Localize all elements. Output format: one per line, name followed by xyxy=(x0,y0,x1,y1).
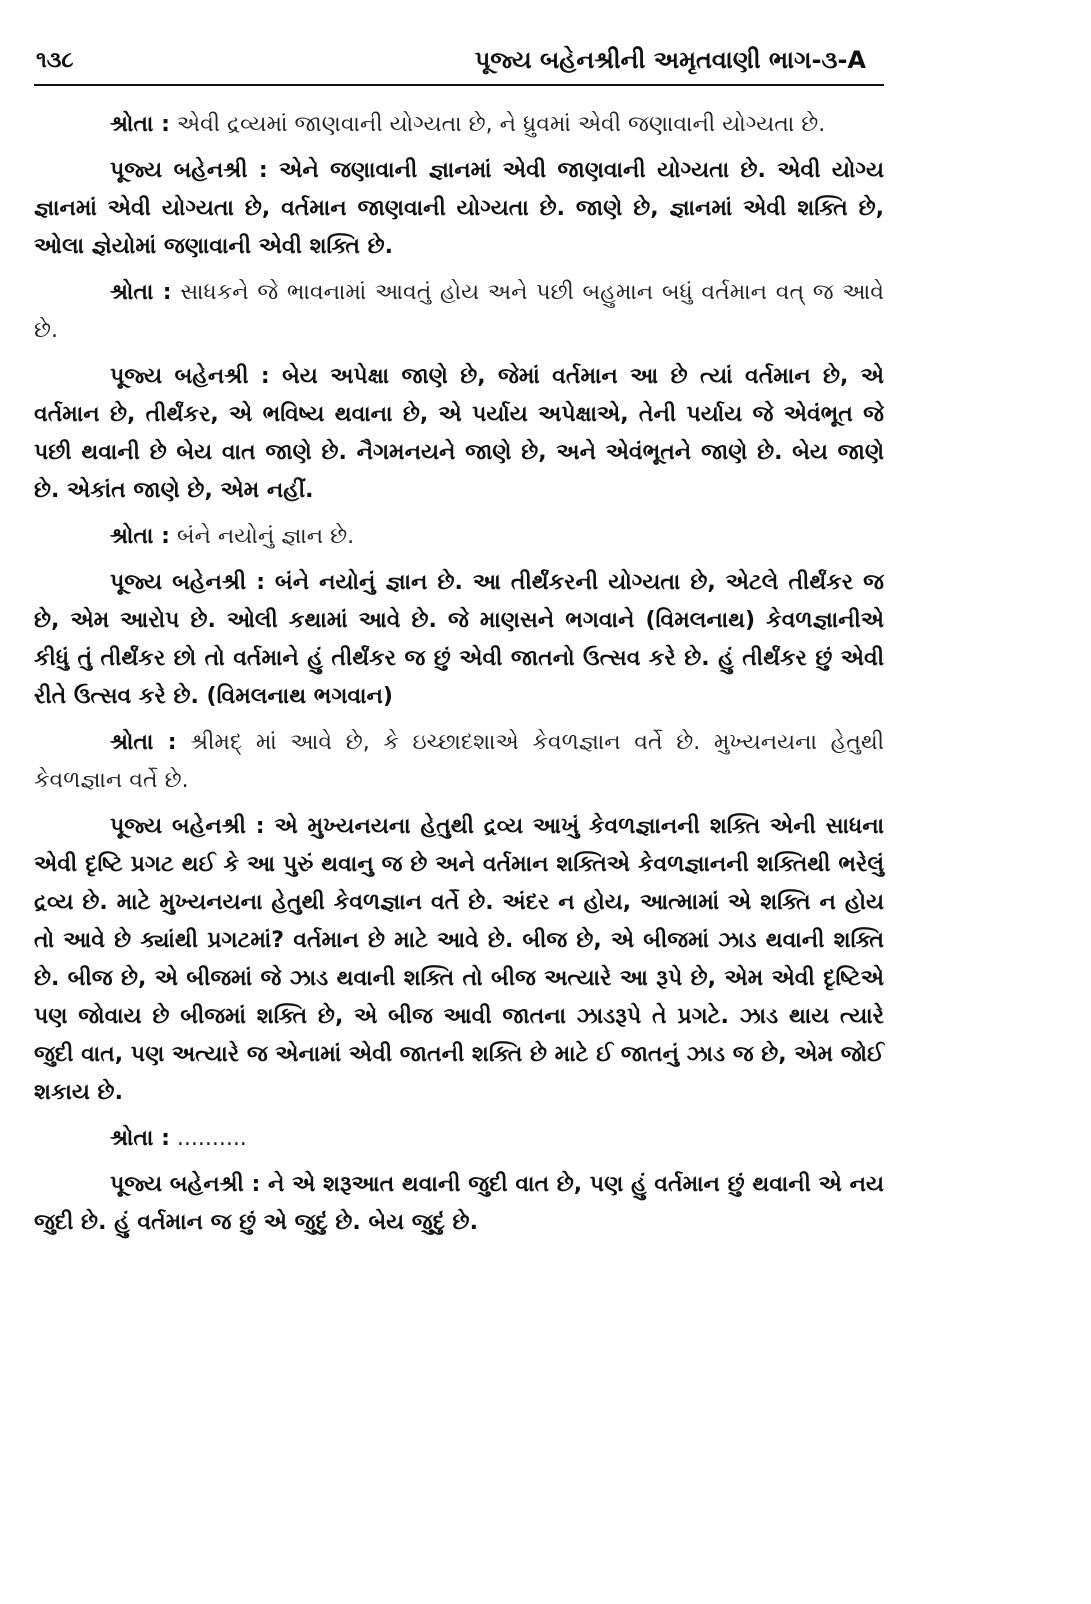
speaker-label: શ્રોતા : xyxy=(110,1126,170,1151)
speaker-label: પૂજ્ય બહેનશ્રી : xyxy=(110,158,268,183)
paragraph-text: બેય અપેક્ષા જાણે છે, જેમાં વર્તમાન આ છે ત્યાં વર્તમાન છે, એ વર્તમાન છે, તીર્થંકર, એ ભવિષ્ય થવાના છે, એ પર્યાય અપેક્ષાએ, તેની પર્યાય જે એવંભૂત જે પછી થવાની છે બેય વાત જાણે છે. નૈગમનયને જાણે છે, અને એવંભૂતને જાણે છે. બેય જાણે છે. એકાંત જાણે છે, એમ નહીં. xyxy=(34,364,884,503)
speaker-label: પૂજ્ય બહેનશ્રી : xyxy=(110,570,265,595)
paragraph-text: એને જણાવાની જ્ઞાનમાં એવી જાણવાની યોગ્યતા છે. એવી યોગ્ય જ્ઞાનમાં એવી યોગ્યતા છે, વર્તમાન જાણવાની યોગ્યતા છે. જાણે છે, જ્ઞાનમાં એવી શક્તિ છે, ઓલા જ્ઞેયોમાં જણાવાની એવી શક્તિ છે. xyxy=(34,158,884,259)
page-content xyxy=(34,106,884,1250)
speaker-label: શ્રોતા : xyxy=(110,524,170,549)
paragraph-listener xyxy=(34,1120,884,1158)
paragraph-text: ને એ શરૂઆત થવાની જુદી વાત છે, પણ હું વર્તમાન છું થવાની એ નય જુદી છે. હું વર્તમાન જ છું એ જુદું છે. બેય જુદું છે. xyxy=(34,1172,884,1235)
speaker-label: પૂજ્ય બહેનશ્રી : xyxy=(110,364,270,389)
paragraph-answer xyxy=(34,358,884,510)
page-header xyxy=(34,44,884,86)
speaker-label: શ્રોતા : xyxy=(110,280,172,305)
paragraph-listener xyxy=(34,724,884,800)
paragraph-listener xyxy=(34,106,884,144)
paragraph-text: બંને નયોનું જ્ઞાન છે. xyxy=(169,524,355,549)
paragraph-text: શ્રીમદ્ માં આવે છે, કે ઇચ્છાદશાએ કેવળજ્ઞાન વર્તે છે. મુખ્યનયના હેતુથી કેવળજ્ઞાન વર્તે છે. xyxy=(34,730,884,793)
paragraph-text: .......... xyxy=(169,1126,247,1151)
paragraph-answer xyxy=(34,564,884,716)
page-number: ૧૩૮ xyxy=(36,48,74,73)
paragraph-text: સાધકને જે ભાવનામાં આવતું હોય અને પછી બહુમાન બધું વર્તમાન વત્ જ આવે છે. xyxy=(34,280,884,343)
paragraph-answer xyxy=(34,1166,884,1242)
paragraph-text: બંને નયોનું જ્ઞાન છે. આ તીર્થંકરની યોગ્યતા છે, એટલે તીર્થંકર જ છે, એમ આરોપ છે. ઓલી કથામાં આવે છે. જે માણસને ભગવાને (વિમલનાથ) કેવળજ્ઞાનીએ કીધું તું તીર્થંકર છો તો વર્તમાને હું તીર્થંકર જ છું એવી જાતનો ઉત્સવ કરે છે. હું તીર્થંકર છું એવી રીતે ઉત્સવ કરે છે. (વિમલનાથ ભગવાન) xyxy=(34,570,884,709)
paragraph-listener xyxy=(34,518,884,556)
speaker-label: પૂજ્ય બહેનશ્રી : xyxy=(110,814,265,839)
speaker-label: શ્રોતા : xyxy=(110,730,177,755)
paragraph-answer xyxy=(34,152,884,266)
speaker-label: શ્રોતા : xyxy=(110,112,170,137)
book-title: પૂજ્ય બહેનશ્રીની અમૃતવાણી ભાગ-૩-A xyxy=(474,46,866,74)
paragraph-answer xyxy=(34,808,884,1112)
paragraph-text: એવી દ્રવ્યમાં જાણવાની યોગ્યતા છે, ને ધ્રુવમાં એવી જણાવાની યોગ્યતા છે. xyxy=(169,112,826,137)
paragraph-listener xyxy=(34,274,884,350)
paragraph-text: એ મુખ્યનયના હેતુથી દ્રવ્ય આખું કેવળજ્ઞાનની શક્તિ એની સાધના એવી દૃષ્ટિ પ્રગટ થઈ કે આ પુરું થવાનુ જ છે અને વર્તમાન શક્તિએ કેવળજ્ઞાનની શક્તિથી ભરેલું દ્રવ્ય છે. માટે મુખ્યનયના હેતુથી કેવળજ્ઞાન વર્તે છે. અંદર ન હોય, આત્મામાં એ શક્તિ ન હોય તો આવે છે ક્યાંથી પ્રગટમાં? વર્તમાન છે માટે આવે છે. બીજ છે, એ બીજમાં ઝાડ થવાની શક્તિ છે. બીજ છે, એ બીજમાં જે ઝાડ થવાની શક્તિ તો બીજ અત્યારે આ રૂપે છે, એમ એવી દૃષ્ટિએ પણ જોવાય છે બીજમાં શક્તિ છે, એ બીજ આવી જાતના ઝાડરૂપે તે પ્રગટે. ઝાડ થાય ત્યારે જુદી વાત, પણ અત્યારે જ એનામાં એવી જાતની શક્તિ છે માટે ઈ જાતનું ઝાડ જ છે, એમ જોઈ શકાય છે. xyxy=(34,814,884,1105)
speaker-label: પૂજ્ય બહેનશ્રી : xyxy=(110,1172,261,1197)
